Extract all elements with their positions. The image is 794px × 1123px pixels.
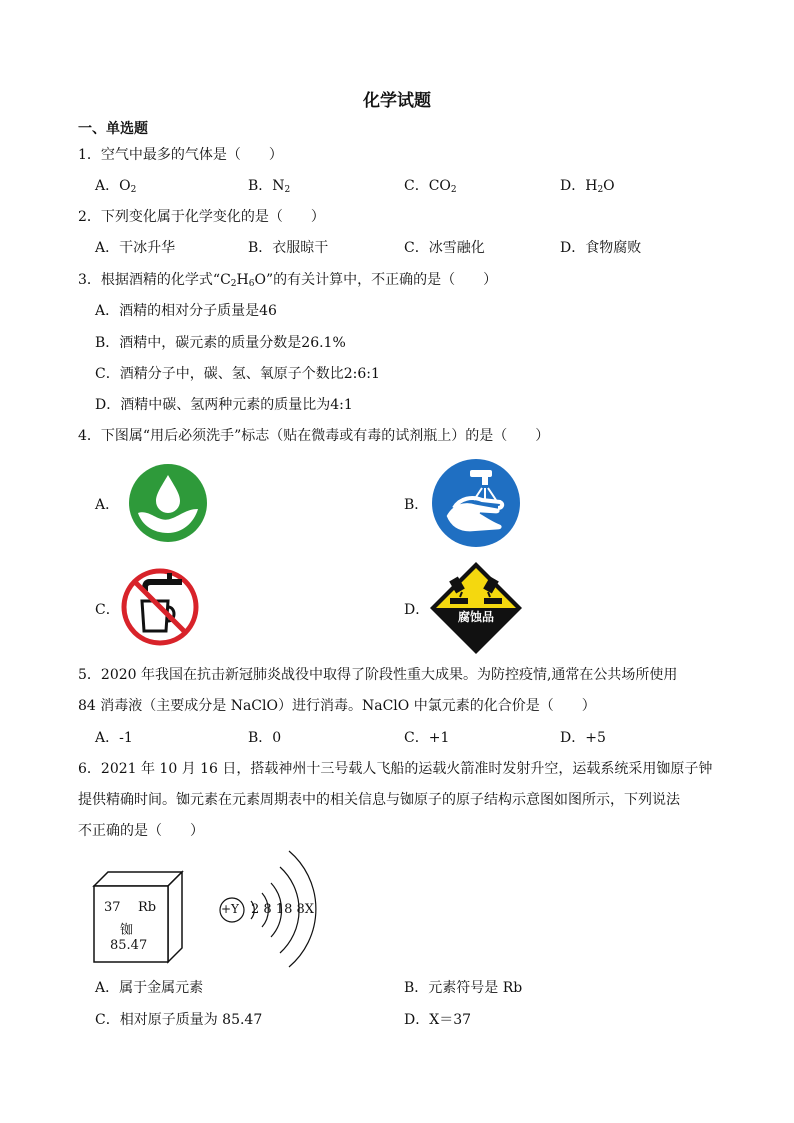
q2-stem: 2．下列变化属于化学变化的是（ ） <box>78 209 325 225</box>
q5-option-d: D．+5 <box>560 730 606 746</box>
q4-option-b-label: B． <box>404 497 429 513</box>
q6-option-c: C．相对原子质量为 85.47 <box>95 1012 263 1028</box>
nucleus-charge: +Y <box>221 902 239 916</box>
q3-option-a: A．酒精的相对分子质量是46 <box>95 303 277 319</box>
q5-line1: 5．2020 年我国在抗击新冠肺炎战役中取得了阶段性重大成果。为防控疫情,通常在公共场所使用 <box>78 667 678 683</box>
element-atomic-number: 37 <box>104 900 121 915</box>
element-name: 铷 <box>120 923 134 938</box>
electron-shells: 2 8 18 8X <box>251 902 315 917</box>
q6-option-a: A．属于金属元素 <box>95 980 204 996</box>
q5-line2: 84 消毒液（主要成分是 NaClO）进行消毒。NaClO 中氯元素的化合价是（ ） <box>78 698 596 714</box>
q4-option-c-label: C． <box>95 602 120 618</box>
q4-option-a-label: A． <box>95 497 120 513</box>
q5-option-a: A．-1 <box>95 730 133 746</box>
q6-line1: 6．2021 年 10 月 16 日，搭载神州十三号载人飞船的运载火箭准时发射升空，运载系统采用铷原子钟 <box>78 761 713 777</box>
page-title: 化学试题 <box>363 91 431 111</box>
element-atomic-mass: 85.47 <box>110 938 148 953</box>
wash-hands-sign-icon <box>430 458 522 548</box>
no-drinking-sign-icon <box>120 567 200 647</box>
q1-option-b: B．$N_2$ <box>248 178 291 195</box>
q4-option-d-label: D． <box>404 602 430 618</box>
q2-option-b: B．衣服晾干 <box>248 240 329 256</box>
q6-line2: 提供精确时间。铷元素在元素周期表中的相关信息与铷原子的原子结构示意图如图所示，下列说法 <box>78 792 680 808</box>
q2-option-c: C．冰雪融化 <box>404 240 485 256</box>
green-water-sign-icon <box>128 463 208 543</box>
q3-stem: 3．根据酒精的化学式“$C_2H_6O$”的有关计算中，不正确的是（ ） <box>78 272 498 289</box>
q6-option-b: B．元素符号是 Rb <box>404 980 523 996</box>
q1-option-a: A．$O_2$ <box>95 178 137 195</box>
q5-option-c: C．+1 <box>404 730 450 746</box>
q5-option-b: B．0 <box>248 730 282 746</box>
section-heading: 一、单选题 <box>78 121 148 137</box>
q4-stem: 4．下图属“用后必须洗手”标志（贴在微毒或有毒的试剂瓶上）的是（ ） <box>78 428 550 444</box>
q3-option-c: C．酒精分子中，碳、氢、氧原子个数比2:6:1 <box>95 366 380 382</box>
element-symbol: Rb <box>138 900 157 915</box>
q3-option-b: B．酒精中，碳元素的质量分数是26.1% <box>95 335 346 351</box>
q1-option-c: C．$CO_2$ <box>404 178 457 195</box>
q2-option-a: A．干冰升华 <box>95 240 176 256</box>
corrosive-sign-label: 腐蚀品 <box>457 610 494 624</box>
q1-stem: 1．空气中最多的气体是（ ） <box>78 147 283 163</box>
q3-option-d: D．酒精中碳、氢两种元素的质量比为4:1 <box>95 397 353 413</box>
q2-option-d: D．食物腐败 <box>560 240 642 256</box>
q6-line3: 不正确的是（ ） <box>78 823 204 839</box>
q1-option-d: D．$H_2O$ <box>560 178 615 195</box>
q6-option-d: D．X＝37 <box>404 1012 472 1028</box>
